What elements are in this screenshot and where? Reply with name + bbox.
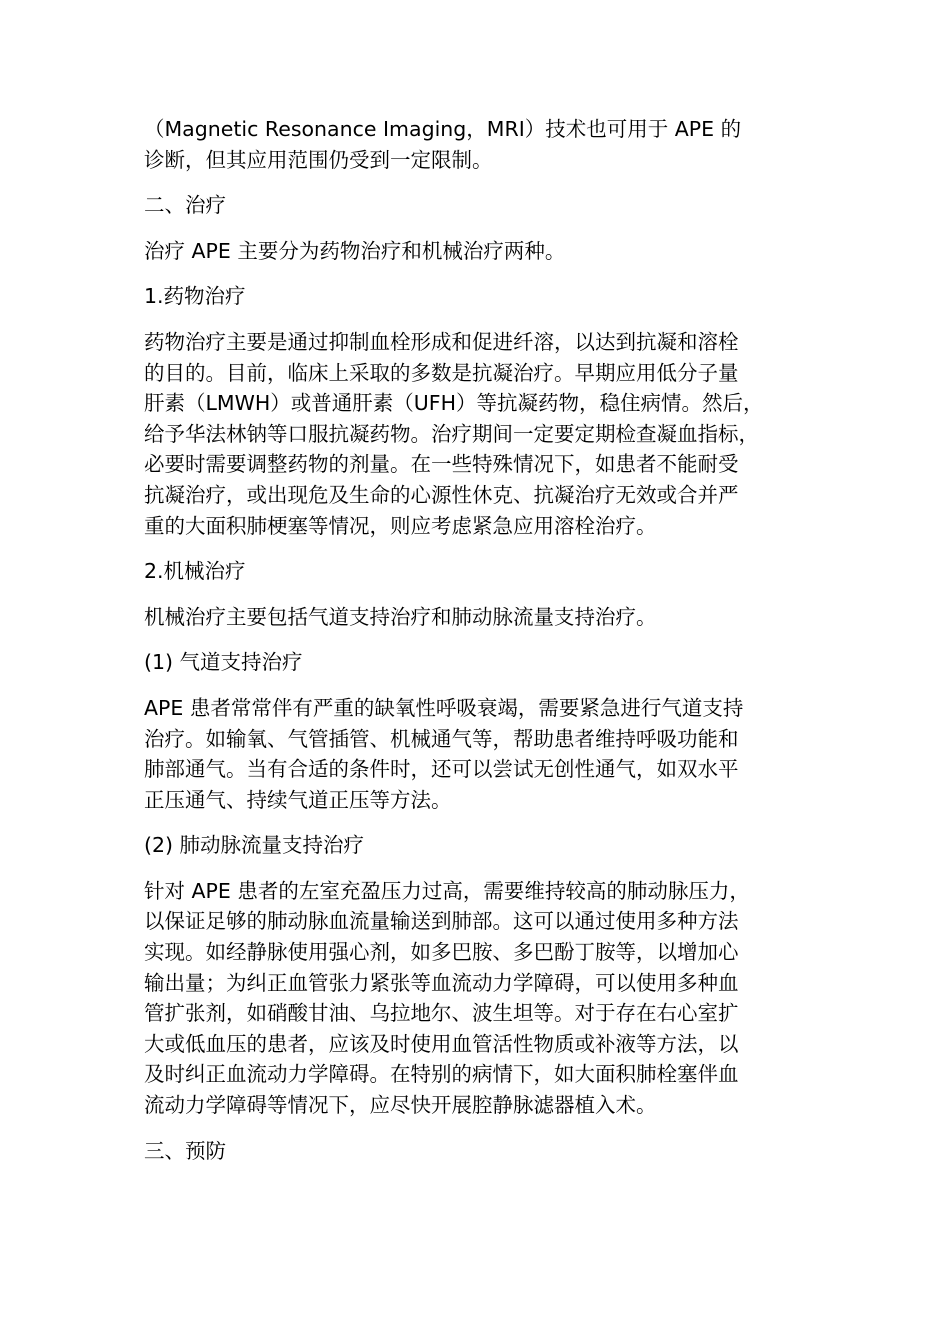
paragraph-treatment-intro: 治疗 APE 主要分为药物治疗和机械治疗两种。	[144, 238, 566, 263]
section-heading-treatment: 二、治疗	[144, 193, 226, 218]
subheading-airway-support: (1) 气道支持治疗	[144, 650, 303, 675]
paragraph-airway-support: APE 患者常常伴有严重的缺氧性呼吸衰竭，需要紧急进行气道支持 治疗。如输氧、气管插管、机械通气等，帮助患者维持呼吸功能和 肺部通气。当有合适的条件时，还可以尝试无创性通气，如双水平 正压通气、持续气道正压等方法。	[144, 695, 744, 812]
paragraph-pulmonary-flow-support: 针对 APE 患者的左室充盈压力过高，需要维持较高的肺动脉压力， 以保证足够的肺动脉血流量输送到肺部。这可以通过使用多种方法 实现。如经静脉使用强心剂，如多巴胺、多巴酚丁胺等，以增加心 输出量；为纠正血管张力紧张等血流动力学障碍，可以使用多种血 管扩张剂，如硝酸甘油、乌拉地尔、波生坦等。对于存在右心室扩 大或低血压的患者，应该及时使用血管活性物质或补液等方法，以 及时纠正血流动力学障碍。在特别的病情下，如大面积肺栓塞伴血 流动力学障碍等情况下，应尽快开展腔静脉滤器植入术。	[144, 878, 750, 1118]
subheading-mechanical-therapy: 2.机械治疗	[144, 559, 246, 584]
subheading-drug-therapy: 1.药物治疗	[144, 284, 246, 309]
section-heading-prevention: 三、预防	[144, 1138, 226, 1163]
subheading-pulmonary-flow-support: (2) 肺动脉流量支持治疗	[144, 833, 365, 858]
paragraph-mechanical-intro: 机械治疗主要包括气道支持治疗和肺动脉流量支持治疗。	[144, 604, 657, 629]
document-body	[144, 114, 816, 1166]
paragraph-drug-therapy: 药物治疗主要是通过抑制血栓形成和促进纤溶，以达到抗凝和溶栓 的目的。目前，临床上采取的多数是抗凝治疗。早期应用低分子量 肝素（LMWH）或普通肝素（UFH）等抗凝药物，稳住病情。然后， 给予华法林钠等口服抗凝药物。治疗期间一定要定期检查凝血指标， 必要时需要调整药物的剂量。在一些特殊情况下，如患者不能耐受 抗凝治疗，或出现危及生命的心源性休克、抗凝治疗无效或合并严 重的大面积肺梗塞等情况，则应考虑紧急应用溶栓治疗。	[144, 329, 764, 538]
paragraph-mri-diagnosis: （Magnetic Resonance Imaging，MRI）技术也可用于 APE 的 诊断，但其应用范围仍受到一定限制。	[144, 117, 742, 172]
